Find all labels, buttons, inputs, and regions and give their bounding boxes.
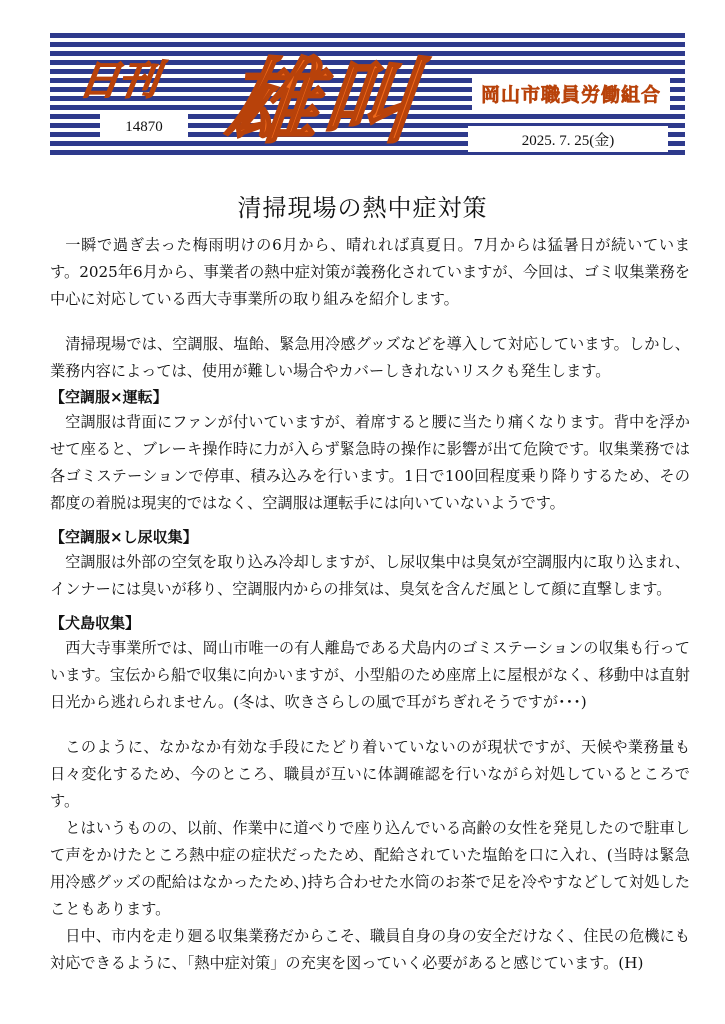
article-title: 清掃現場の熱中症対策: [237, 194, 488, 222]
intro-paragraph: 一瞬で過ぎ去った梅雨明けの6月から、晴れれば真夏日。7月からは猛暑日が続いています。2025年6月から、事業者の熱中症対策が義務化されていますが、今回は、ゴミ収集業務を中心に対応している西大寺事業所の取り組みを紹介します。: [50, 236, 690, 308]
issue-number: 14870: [100, 114, 188, 140]
section-heading: 【空調服×運転】: [50, 388, 168, 406]
union-name: 岡山市職員労働組合: [472, 76, 670, 110]
issue-date: 2025. 7. 25(金): [468, 126, 668, 152]
section-heading: 【犬島収集】: [50, 614, 141, 632]
logo-otakebi: 雄叫: [220, 49, 424, 156]
closing-paragraph: 日中、市内を走り廻る収集業務だからこそ、職員自身の身の安全だけなく、住民の危機にも対応できるように、「熱中症対策」の充実を図っていく必要があると感じています。(H): [50, 927, 690, 972]
section-paragraph: 空調服は外部の空気を取り込み冷却しますが、し尿収集中は臭気が空調服内に取り込まれ、インナーには臭いが移り、空調服内からの排気は、臭気を含んだ風として顔に直撃します。: [50, 553, 690, 598]
overview-paragraph: 清掃現場では、空調服、塩飴、緊急用冷感グッズなどを導入して対応しています。しかし、業務内容によっては、使用が難しい場合やカバーしきれないリスクも発生します。: [50, 335, 690, 380]
article-body: [50, 232, 690, 977]
section-heading: 【空調服×し尿収集】: [50, 528, 198, 546]
section-paragraph: 空調服は背面にファンが付いていますが、着席すると腰に当たり痛くなります。背中を浮かせて座ると、ブレーキ操作時に力が入らず緊急時の操作に影響が出て危険です。収集業務では各ゴミステーションで停車、積み込みを行います。1日で100回程度乗り降りするため、その都度の着脱は現実的ではなく、空調服は運転手には向いていないようです。: [50, 413, 690, 512]
closing-paragraph: このように、なかなか有効な手段にたどり着いていないのが現状ですが、天候や業務量も日々変化するため、今のところ、職員が互いに体調確認を行いながら対処しているところです。: [50, 738, 690, 810]
section-paragraph: 西大寺事業所では、岡山市唯一の有人離島である犬島内のゴミステーションの収集も行っています。宝伝から船で収集に向かいますが、小型船のため座席上に屋根がなく、移動中は直射日光から逃れられません。(冬は、吹きさらしの風で耳がちぎれそうですが･･･): [50, 639, 690, 711]
logo-nikkan: 日刊: [76, 57, 161, 104]
closing-paragraph: とはいうものの、以前、作業中に道べりで座り込んでいる高齢の女性を発見したので駐車して声をかけたところ熱中症の症状だったため、配給されていた塩飴を口に入れ、(当時は緊急用冷感グッズの配給はなかったため、)持ち合わせた水筒のお茶で足を冷やすなどして対処したこともあります。: [50, 819, 690, 918]
